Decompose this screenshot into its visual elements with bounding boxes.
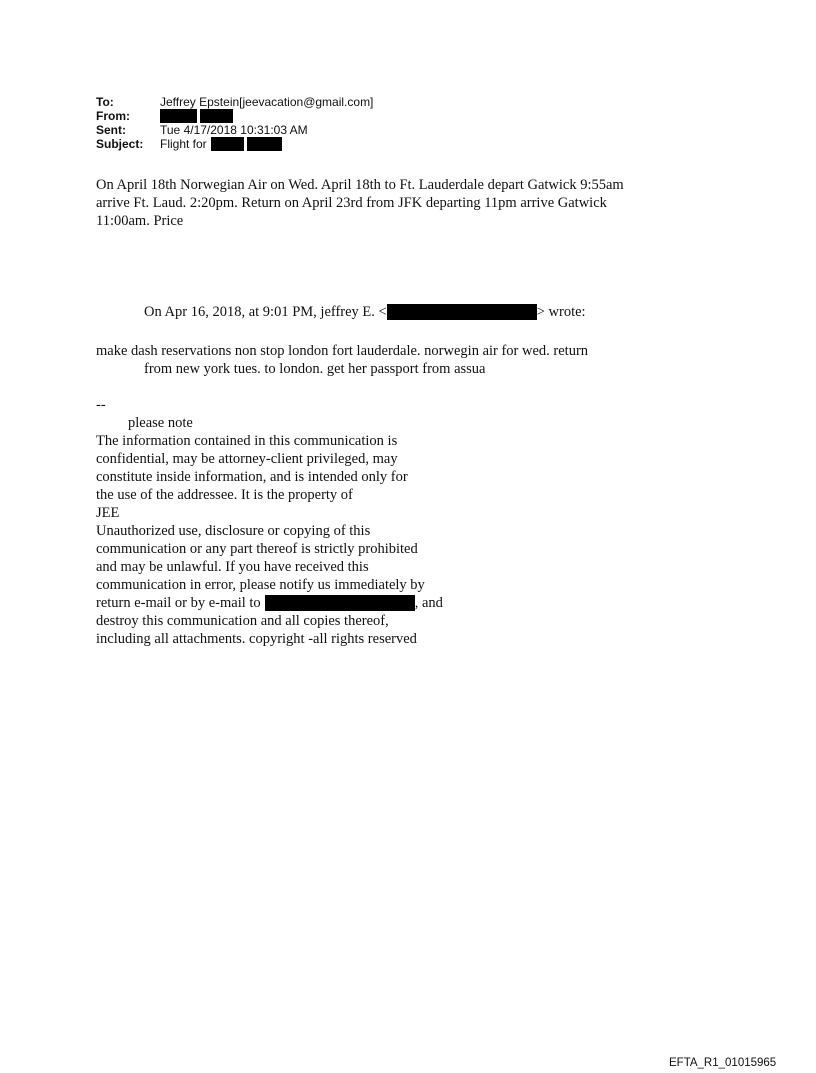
disclaimer-line [96,594,443,612]
body-line: arrive Ft. Laud. 2:20pm. Return on April 23rd from JFK departing 11pm arrive Gatwick [96,195,607,211]
sent-row [96,123,373,137]
disclaimer-line: The information contained in this communication is [96,433,398,449]
sent-label: Sent: [96,123,126,137]
signature-note: please note [128,415,193,431]
disclaimer-line: communication in error, please notify us immediately by [96,577,425,593]
redaction-box [211,137,244,151]
body-line: On April 18th Norwegian Air on Wed. April 18th to Ft. Lauderdale depart Gatwick 9:55am [96,177,624,193]
disclaimer-line: confidential, may be attorney-client privileged, may [96,451,398,467]
to-row [96,95,373,109]
sent-value: Tue 4/17/2018 10:31:03 AM [160,123,308,137]
document-id: EFTA_R1_01015965 [669,1057,777,1069]
disclaimer-line: communication or any part thereof is strictly prohibited [96,541,418,557]
to-value: Jeffrey Epstein[jeevacation@gmail.com] [160,95,374,109]
quote-line: from new york tues. to london. get her passport from assua [144,361,486,377]
subject-value [160,137,282,151]
redaction-box [160,109,197,123]
to-label: To: [96,95,114,109]
disclaimer-line: the use of the addressee. It is the property of [96,487,353,503]
signature-block [96,396,443,648]
from-row [96,109,373,123]
redaction-box [247,137,282,151]
subject-text: Flight for [160,137,207,151]
disclaimer-text: , and [414,595,443,611]
message-body [96,176,624,230]
email-header [96,95,373,151]
disclaimer-text: return e-mail or by e-mail to [96,595,261,611]
quote-attribution [144,303,586,321]
redaction-box [387,304,537,320]
disclaimer-line: Unauthorized use, disclosure or copying of this [96,523,371,539]
quote-attribution-suffix: > wrote: [536,304,586,320]
redaction-box [265,595,415,611]
disclaimer-line: and may be unlawful. If you have received this [96,559,369,575]
body-line: 11:00am. Price [96,213,184,229]
from-label: From: [96,109,130,123]
disclaimer-line: constitute inside information, and is intended only for [96,469,408,485]
signature-separator: -- [96,397,106,413]
quote-line: make dash reservations non stop london fort lauderdale. norwegin air for wed. return [96,343,589,359]
subject-label: Subject: [96,137,144,151]
disclaimer-line: destroy this communication and all copies thereof, [96,613,389,629]
from-value [160,109,233,123]
disclaimer-line: including all attachments. copyright -all rights reserved [96,631,417,647]
quoted-message [96,342,588,378]
redaction-box [200,109,233,123]
subject-row [96,137,373,151]
disclaimer-line: JEE [96,505,120,521]
quote-attribution-text: On Apr 16, 2018, at 9:01 PM, jeffrey E. < [144,304,387,320]
